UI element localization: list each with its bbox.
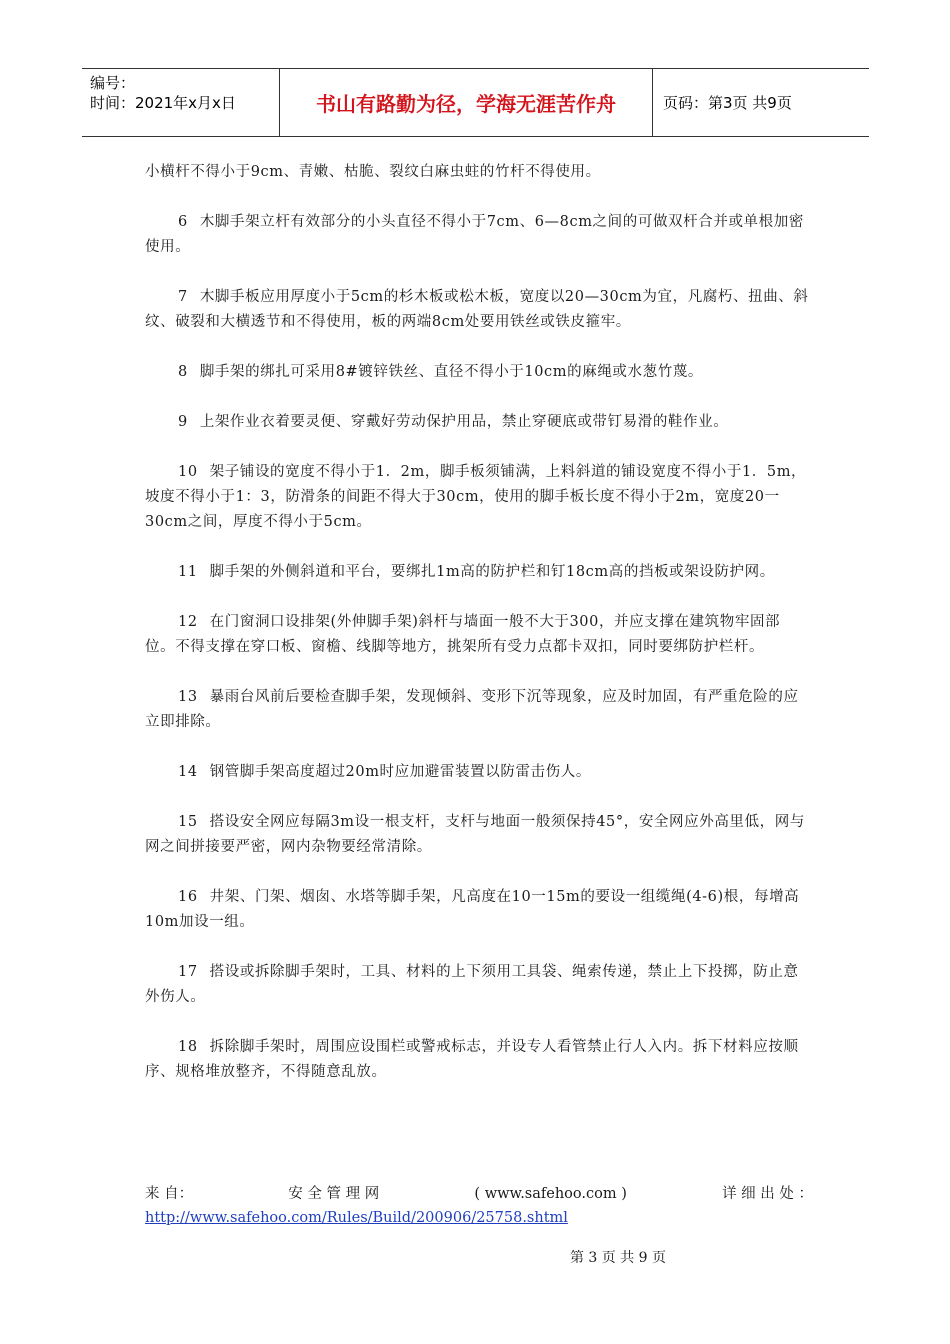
rule-item [145,560,810,585]
rule-item [145,210,810,260]
source-site-url: ( www.safehoo.com ) [474,1186,627,1202]
source-detail-label: 详 细 出 处 ： [722,1186,813,1202]
rule-item [145,360,810,385]
rule-text: 搭设安全网应每隔3m设一根支杆，支杆与地面一般须保持45°，安全网应外高里低，网与网之间拼接要严密，网内杂物要经常清除。 [145,814,805,855]
rule-number: 14 [178,764,198,780]
rule-number: 12 [178,614,198,630]
rule-number: 6 [178,214,188,230]
rule-item [145,760,810,785]
rules-list [145,210,810,1085]
rule-text: 暴雨台风前后要检查脚手架，发现倾斜、变形下沉等现象，应及时加固，有严重危险的应立即排除。 [145,689,799,730]
rule-item [145,410,810,435]
page-footer: 第 3 页 共 9 页 [569,1250,667,1266]
header-motto: 书山有路勤为径，学海无涯苦作舟 [280,69,653,136]
rule-number: 8 [178,364,188,380]
rule-text: 木脚手架立杆有效部分的小头直径不得小于7cm、6—8cm之间的可做双杆合并或单根加密使用。 [145,214,804,255]
rule-item [145,610,810,660]
source-link[interactable]: http://www.safehoo.com/Rules/Build/200906/25758.shtml [145,1210,568,1226]
rule-text: 搭设或拆除脚手架时，工具、材料的上下须用工具袋、绳索传递，禁止上下投掷，防止意外伤人。 [145,964,799,1005]
rule-item [145,685,810,735]
source-site-name: 安 全 管 理 网 [288,1186,380,1202]
source-block [145,1182,813,1230]
number-label: 编号： [90,74,136,92]
rule-text: 上架作业衣着要灵便、穿戴好劳动保护用品，禁止穿硬底或带钉易滑的鞋作业。 [199,414,729,430]
rule-number: 16 [178,889,198,905]
rule-text: 在门窗洞口设排架(外伸脚手架)斜杆与墙面一般不大于300，并应支撑在建筑物牢固部位。不得支撑在穿口板、窗檐、线脚等地方，挑架所有受力点都卡双扣，同时要绑防护栏杆。 [145,614,781,655]
rule-text: 脚手架的绑扎可采用8#镀锌铁丝、直径不得小于10cm的麻绳或水葱竹蔑。 [199,364,704,380]
rule-number: 9 [178,414,188,430]
rule-number: 13 [178,689,198,705]
rule-text: 架子铺设的宽度不得小于1．2m，脚手板须铺满，上料斜道的铺设宽度不得小于1．5m，坡度不得小于1：3，防滑条的间距不得大于30cm，使用的脚手板长度不得小于2m，宽度20一30cm之间，厚度不得小于5cm。 [145,464,807,530]
rule-item [145,1035,810,1085]
intro-paragraph: 小横杆不得小于9cm、青嫩、枯脆、裂纹白麻虫蛀的竹杆不得使用。 [145,164,601,180]
header-meta [82,69,280,136]
rule-number: 7 [178,289,188,305]
rule-number: 10 [178,464,198,480]
rule-number: 15 [178,814,198,830]
rule-text: 钢管脚手架高度超过20m时应加避雷装置以防雷击伤人。 [209,764,591,780]
rule-text: 木脚手板应用厚度小于5cm的杉木板或松木板，宽度以20—30cm为宜，凡腐朽、扭曲、斜纹、破裂和大横透节和不得使用，板的两端8cm处要用铁丝或铁皮箍牢。 [145,289,809,330]
time-label: 时间：2021年x月x日 [90,94,236,112]
rule-item [145,460,810,535]
rule-number: 17 [178,964,198,980]
rule-item [145,810,810,860]
rule-text: 拆除脚手架时，周围应设围栏或警戒标志，并设专人看管禁止行人入内。拆下材料应按顺序、规格堆放整齐，不得随意乱放。 [145,1039,799,1080]
rule-text: 井架、门架、烟囱、水塔等脚手架，凡高度在10一15m的要设一组缆绳(4-6)根，每增高10m加设一组。 [145,889,800,930]
page-header [82,68,869,137]
rule-number: 18 [178,1039,198,1055]
header-page-number: 页码：第3页 共9页 [663,94,792,112]
rule-number: 11 [178,564,198,580]
source-line [145,1182,813,1206]
rule-item [145,285,810,335]
rule-item [145,885,810,935]
rule-item [145,960,810,1010]
source-from-label: 来 自： [145,1186,194,1202]
rule-text: 脚手架的外侧斜道和平台，要绑扎1m高的防护栏和钉18cm高的挡板或架设防护网。 [209,564,775,580]
document-body [145,160,810,1110]
